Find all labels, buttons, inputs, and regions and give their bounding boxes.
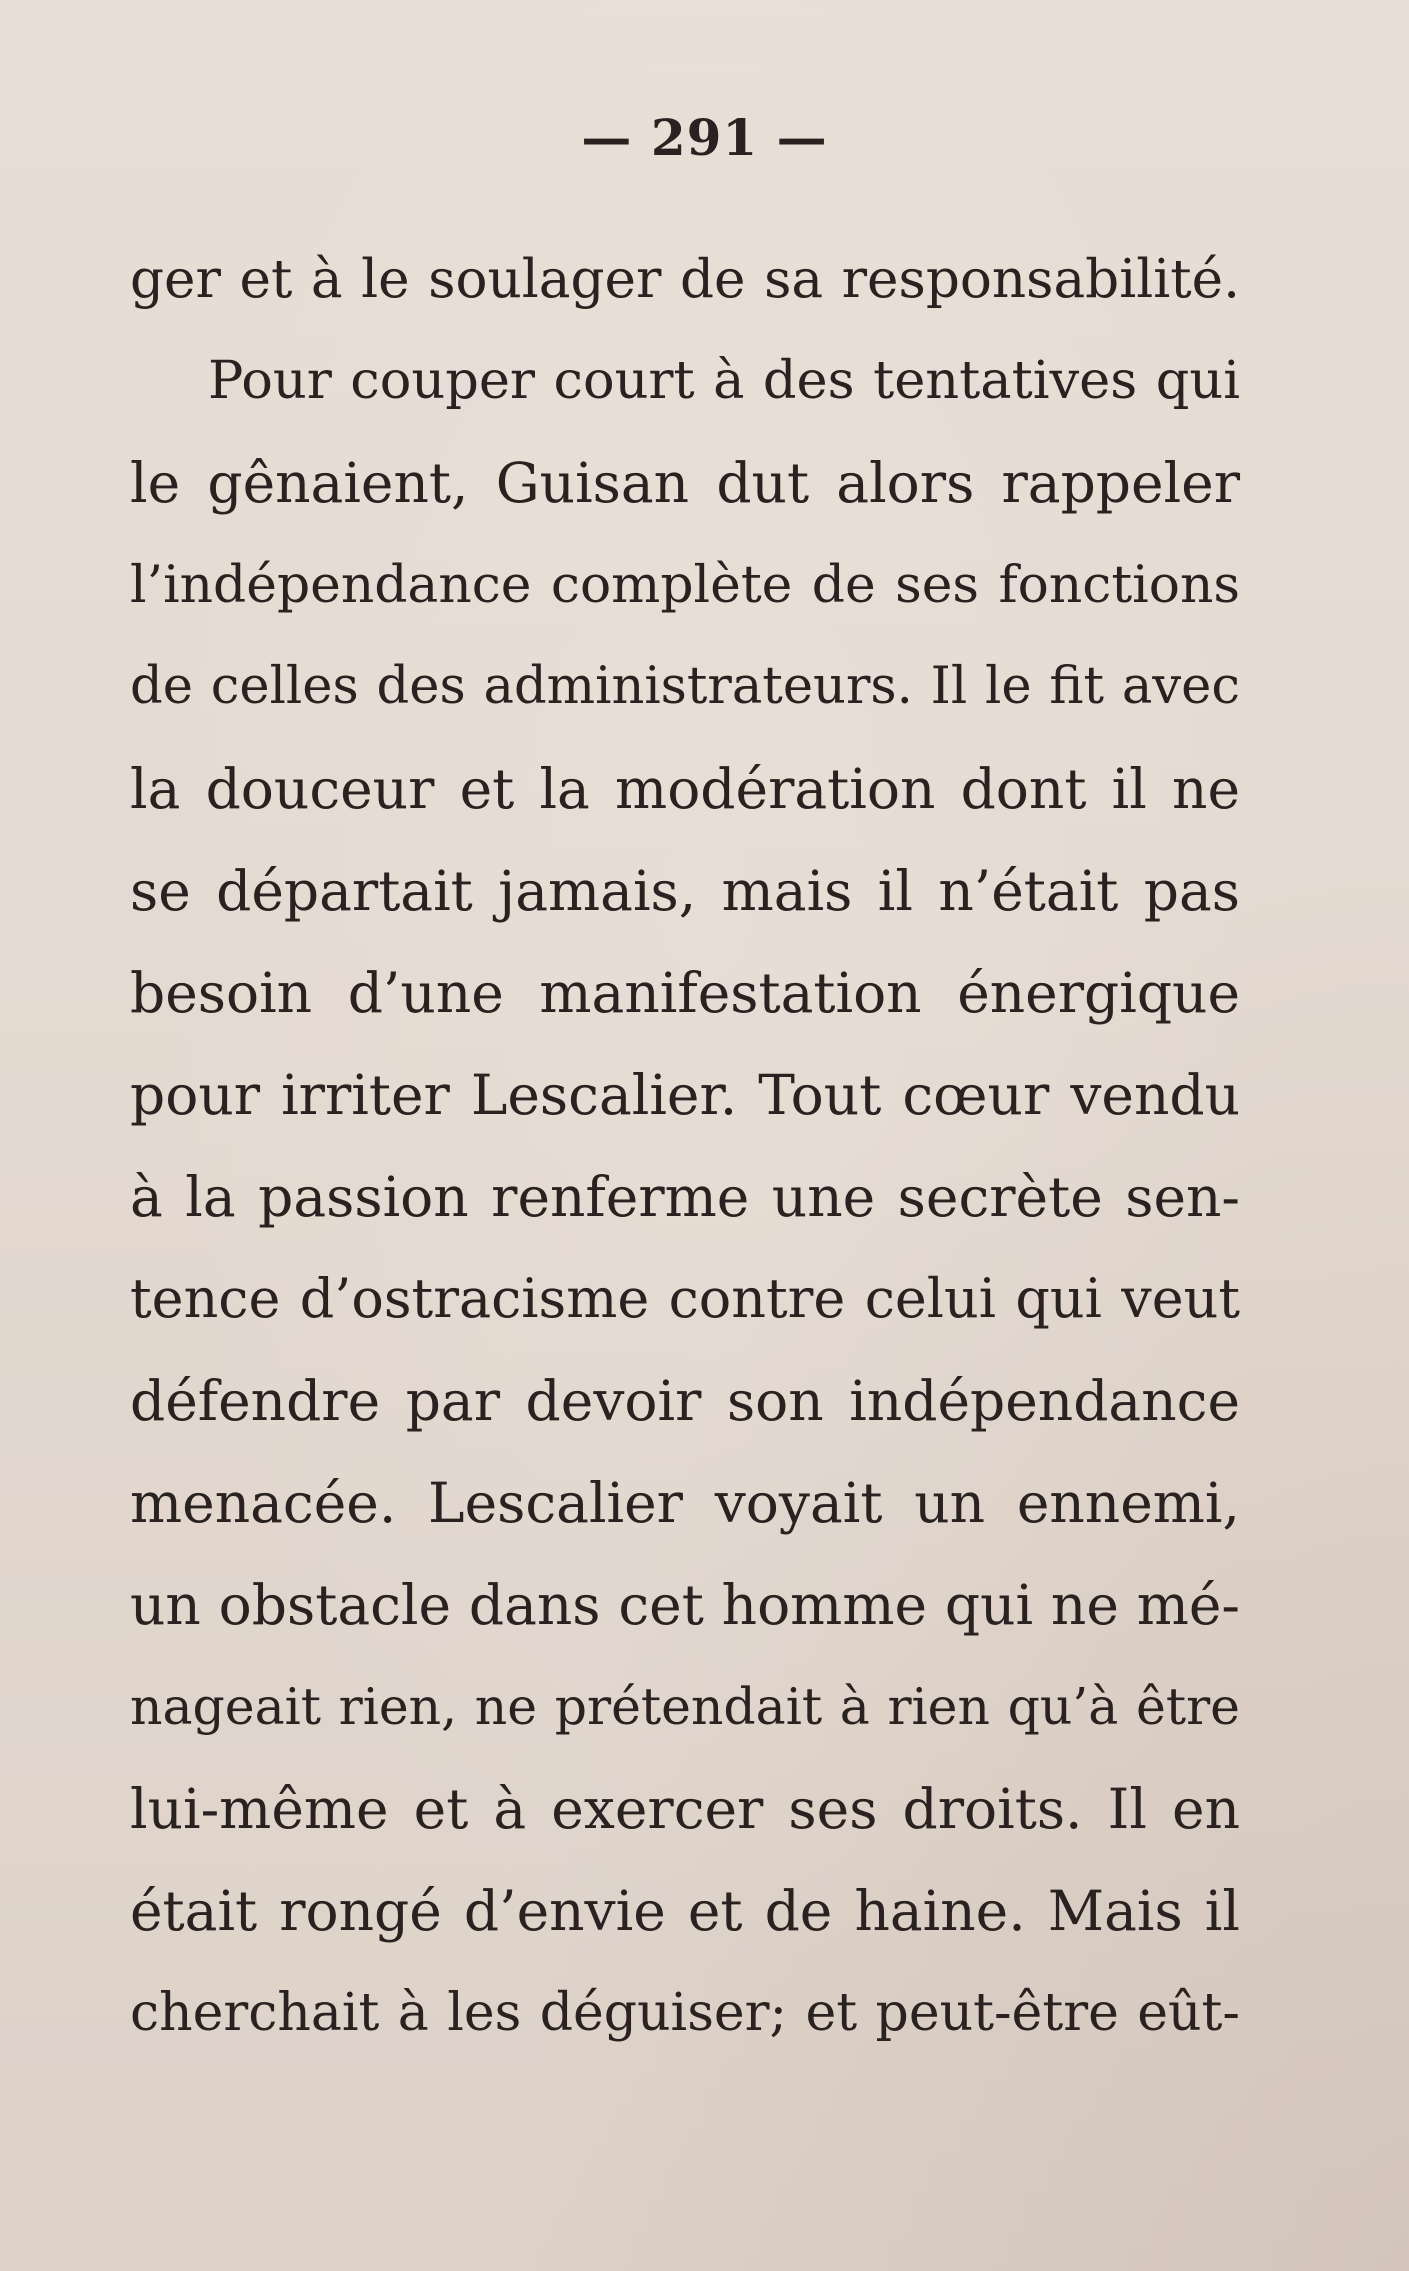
page-number: — 291 — [581,108,828,167]
text-line: à la passion renferme une secrète sen- [130,1165,1240,1229]
text-line: le gênaient, Guisan dut alors rappeler [130,451,1240,515]
text-line: lui-même et à exercer ses droits. Il en [130,1777,1240,1841]
text-line: défendre par devoir son indépendance [130,1369,1240,1433]
text-line: menacée. Lescalier voyait un ennemi, [130,1471,1240,1535]
text-line: besoin d’une manifestation énergique [130,961,1240,1025]
body-text [130,228,1240,2064]
text-line: ger et à le soulager de sa responsabilité. [130,248,1240,310]
text-line: Pour couper court à des tentatives qui [208,350,1240,411]
text-line: nageait rien, ne prétendait à rien qu’à être [130,1677,1240,1736]
text-line: de celles des administrateurs. Il le fit avec [130,657,1240,716]
text-line: se départait jamais, mais il n’était pas [130,859,1240,923]
text-line: un obstacle dans cet homme qui ne mé- [130,1573,1240,1637]
text-line: cherchait à les déguiser; et peut-être eût- [130,1983,1240,2043]
text-line: tence d’ostracisme contre celui qui veut [130,1267,1240,1330]
text-line: l’indépendance complète de ses fonctions [130,555,1240,615]
text-line: la douceur et la modération dont il ne [130,757,1240,821]
text-line: pour irriter Lescalier. Tout cœur vendu [130,1063,1240,1127]
text-line: était rongé d’envie et de haine. Mais il [130,1879,1240,1943]
